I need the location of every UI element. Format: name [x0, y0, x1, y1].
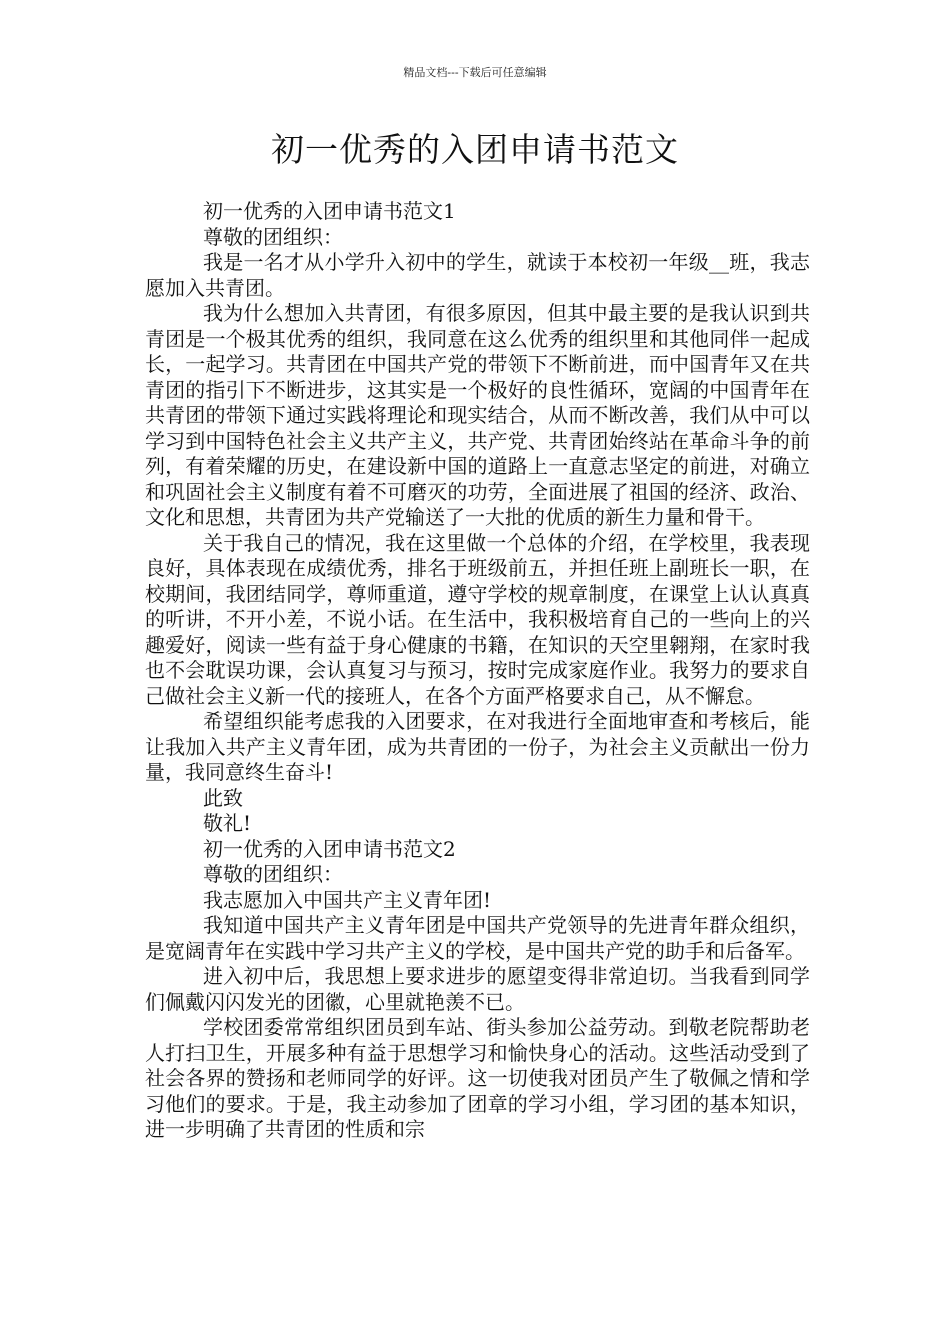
- document-title: 初一优秀的入团申请书范文: [271, 130, 679, 169]
- paragraph-5: 我志愿加入中国共产主义青年团!: [203, 887, 492, 912]
- paragraph-7: 进入初中后，我思想上要求进步的愿望变得非常迫切。当我看到同学们佩戴闪闪发光的团徽，心里就艳羡不已。: [145, 964, 810, 1014]
- paragraph-2: 我为什么想加入共青团，有很多原因，但其中最主要的是我认识到共青团是一个极其优秀的组织，我同意在这么优秀的组织里和其他同伴一起成长，一起学习。共青团在中国共产党的带领下不断前进，而中国青年又在共青团的指引下不断进步，这其实是一个极好的良性循环，宽阔的中国青年在共青团的带领下通过实践将理论和现实结合，从而不断改善，我们从中可以学习到中国特色社会主义共产主义，共产党、共青团始终站在革命斗争的前列，有着荣耀的历史，在建设新中国的道路上一直意志坚定的前进，对确立和巩固社会主义制度有着不可磨灭的功劳，全面进展了祖国的经济、政治、文化和思想，共青团为共产党输送了一大批的优质的新生力量和骨干。: [145, 301, 810, 529]
- paragraph-1: 我是一名才从小学升入初中的学生，就读于本校初一年级__班，我志愿加入共青团。: [145, 250, 810, 300]
- paragraph-8: 学校团委常常组织团员到车站、街头参加公益劳动。到敬老院帮助老人打扫卫生，开展多种有益于思想学习和愉快身心的活动。这些活动受到了社会各界的赞扬和老师同学的好评。这一切使我对团员产生了敬佩之情和学习他们的要求。于是，我主动参加了团章的学习小组，学习团的基本知识，进一步明确了共青团的性质和宗: [145, 1015, 810, 1141]
- paragraph-4: 希望组织能考虑我的入团要求，在对我进行全面地审查和考核后，能让我加入共产主义青年团，成为共青团的一份子，为社会主义贡献出一份力量，我同意终生奋斗!: [145, 709, 810, 784]
- closing-salute: 敬礼!: [203, 811, 252, 835]
- document-body: [145, 199, 810, 1143]
- paragraph-6: 我知道中国共产主义青年团是中国共产党领导的先进青年群众组织，是宽阔青年在实践中学习共产主义的学校，是中国共产党的助手和后备军。: [145, 913, 810, 963]
- header-note: 精品文档---下载后可任意编辑: [403, 66, 547, 79]
- salutation-2: 尊敬的团组织：: [203, 862, 343, 886]
- section-heading-2: 初一优秀的入团申请书范文2: [203, 836, 456, 861]
- closing-line: 此致: [203, 785, 243, 810]
- salutation-1: 尊敬的团组织：: [203, 224, 343, 249]
- paragraph-3: 关于我自己的情况，我在这里做一个总体的介绍，在学校里，我表现良好，具体表现在成绩优秀，排名于班级前五，并担任班上副班长一职，在校期间，我团结同学，尊师重道，遵守学校的规章制度，在课堂上认认真真的听讲，不开小差，不说小话。在生活中，我积极培育自己的一些向上的兴趣爱好，阅读一些有益于身心健康的书籍，在知识的天空里翱翔，在家时我也不会耽误功课，会认真复习与预习，按时完成家庭作业。我努力的要求自己做社会主义新一代的接班人，在各个方面严格要求自己，从不懈怠。: [145, 530, 810, 708]
- section-heading-1: 初一优秀的入团申请书范文1: [203, 199, 456, 223]
